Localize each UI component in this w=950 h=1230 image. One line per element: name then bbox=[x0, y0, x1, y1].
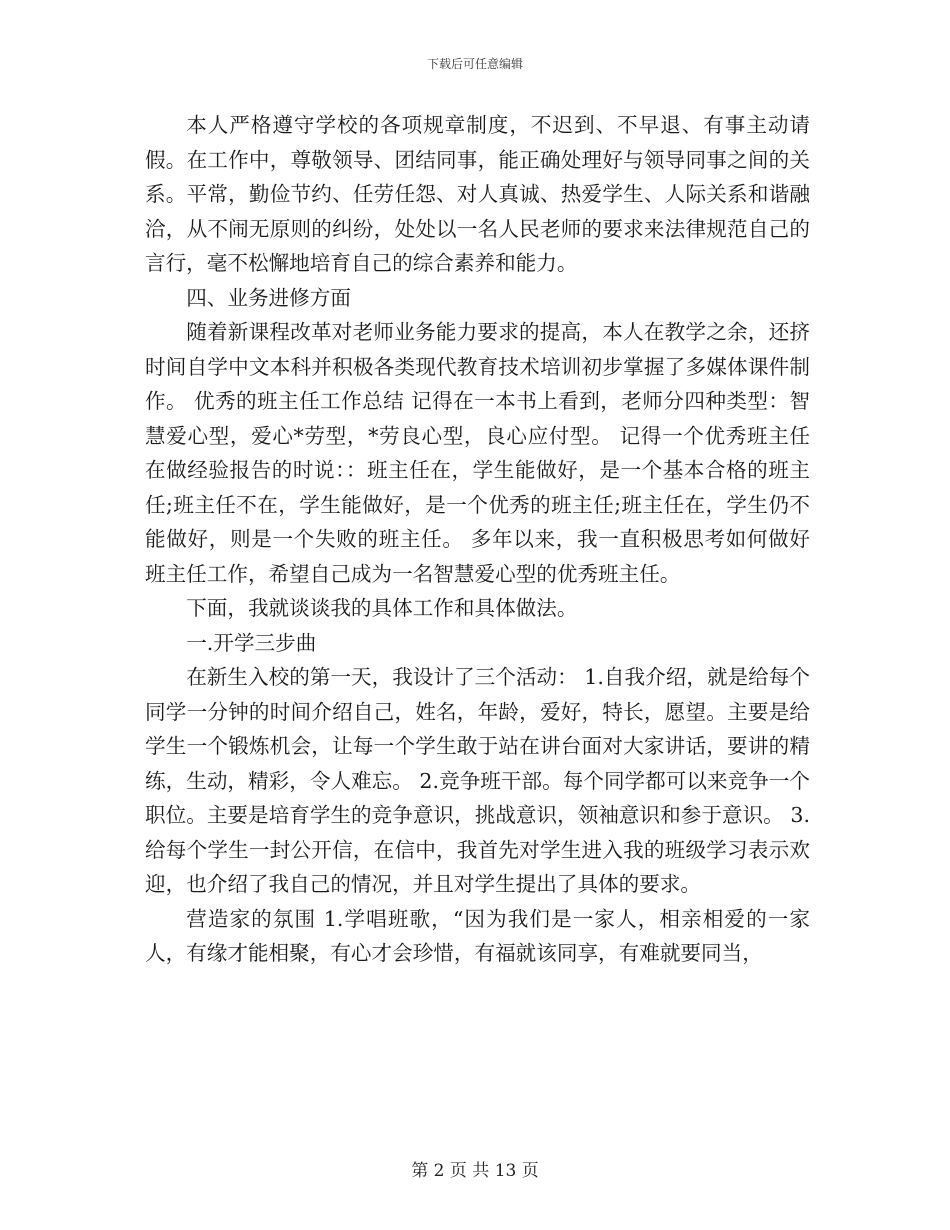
paragraph-business-study: 随着新课程改革对老师业务能力要求的提高，本人在教学之余，还挤时间自学中文本科并积极各类现代教育技术培训初步掌握了多媒体课件制作。 优秀的班主任工作总结 记得在一本书上看到，老师分四种类型：智慧爱心型，爱心*劳型，*劳良心型，良心应付型。 记得一个优秀班主任在做经验报告的时说：：班主任在，学生能做好，是一个基本合格的班主任;班主任不在，学生能做好，是一个优秀的班主任;班主任在，学生仍不能做好，则是一个失败的班主任。 多年以来，我一直积极思考如何做好班主任工作，希望自己成为一名智慧爱心型的优秀班主任。 bbox=[145, 320, 810, 586]
paragraph-family-atmosphere: 营造家的氛围 1.学唱班歌，“因为我们是一家人，相亲相爱的一家人，有缘才能相聚，有心才会珍惜，有福就该同享，有难就要同当， bbox=[145, 906, 810, 965]
heading-business-study: 四、业务进修方面 bbox=[186, 285, 351, 310]
paragraph-conduct: 本人严格遵守学校的各项规章制度，不迟到、不早退、有事主动请假。在工作中，尊敬领导、团结同事，能正确处理好与领导同事之间的关系。平常，勤俭节约、任劳任怨、对人真诚、热爱学生、人际关系和谐融洽，从不闹无原则的纠纷，处处以一名人民老师的要求来法律规范自己的言行，毫不松懈地培育自己的综合素养和能力。 bbox=[145, 113, 810, 275]
paragraph-intro-practice: 下面，我就谈谈我的具体工作和具体做法。 bbox=[186, 596, 578, 620]
paragraph-first-day-activities: 在新生入校的第一天，我设计了三个活动： 1.自我介绍，就是给每个同学一分钟的时间介绍自己，姓名，年龄，爱好，特长，愿望。主要是给学生一个锻炼机会，让每一个学生敢于站在讲台面对大家讲话，要讲的精练，生动，精彩，令人难忘。 2.竞争班干部。每个同学都可以来竞争一个职位。主要是培育学生的竞争意识，挑战意识，领袖意识和参于意识。 3.给每个学生一封公开信，在信中，我首先对学生进入我的班级学习表示欢迎，也介绍了我自己的情况，并且对学生提出了具体的要求。 bbox=[145, 665, 810, 896]
heading-opening-steps: 一.开学三步曲 bbox=[186, 630, 317, 655]
page-number-footer: 第 2 页 共 13 页 bbox=[411, 1161, 539, 1181]
page-header-note: 下载后可任意编辑 bbox=[426, 57, 523, 71]
document-body bbox=[145, 108, 810, 971]
